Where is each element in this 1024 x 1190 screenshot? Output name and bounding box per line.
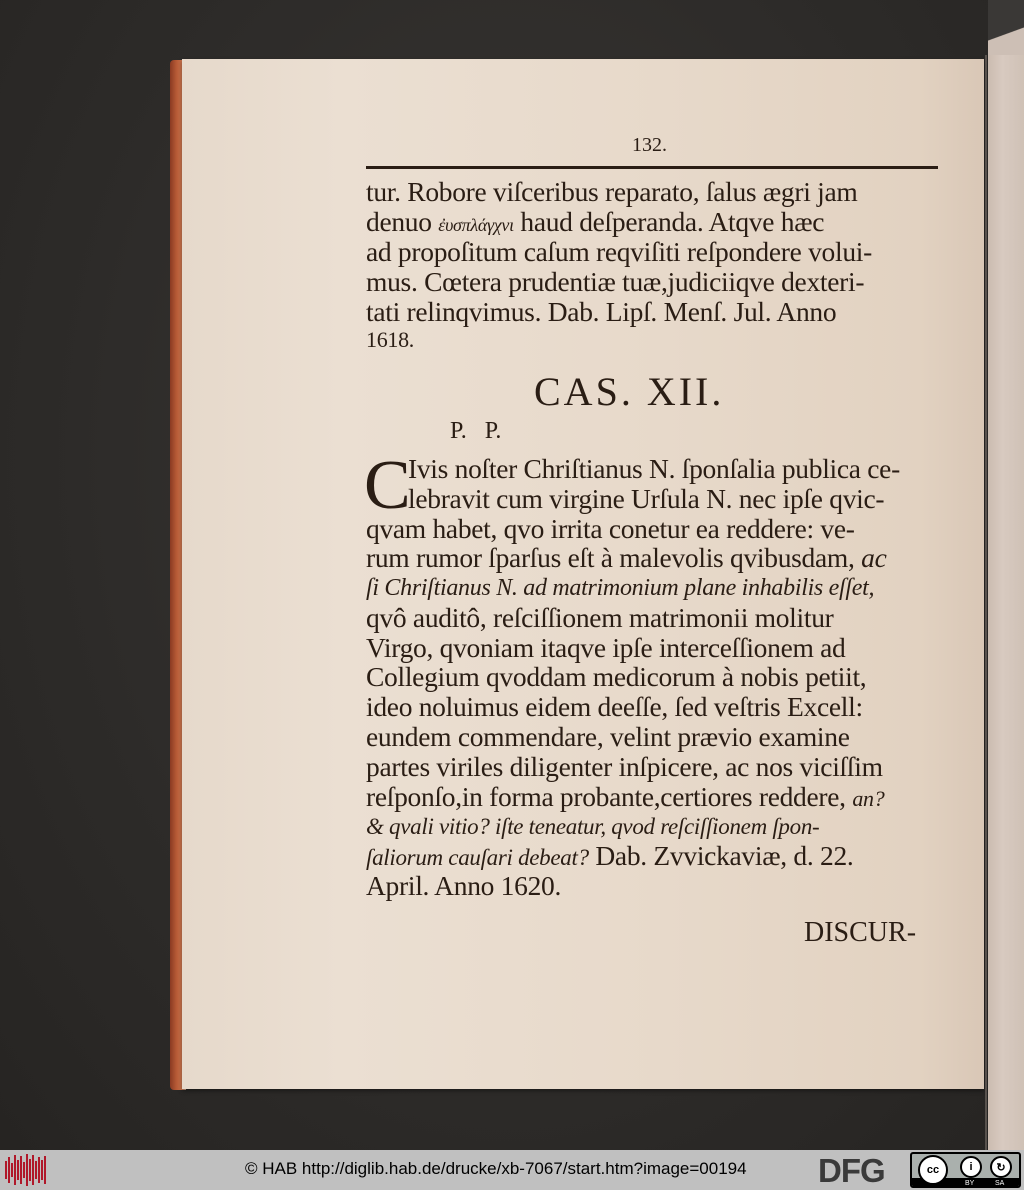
text-fragment-italic: an? [852,786,885,811]
text-fragment: denuo [366,206,432,237]
text-line: Collegium qvoddam medicorum à nobis petiit, [366,661,867,692]
text-line-italic: ſi Chriſtianus N. ad matrimonium plane inhabilis eſſet, [366,575,875,601]
text-fragment: Dab. Zvvickaviæ, d. 22. [595,840,854,871]
gutter-line [985,55,987,1150]
text-line [366,841,853,873]
greek-word: ἐυσπλάγχνι [438,215,514,235]
text-line: eundem commendare, velint prævio examine [366,721,850,752]
text-line: qvam habet, qvo irrita conetur ea reddere: ve- [366,513,855,544]
hab-logo-icon[interactable] [5,1154,47,1186]
footer-bar [0,1150,1024,1190]
text-line: qvô auditô, reſciſſionem matrimonii molitur [366,602,834,633]
text-line: Ivis noſter Chriſtianus N. ſponſalia publica ce- [408,453,900,484]
catchword: DISCUR- [804,917,917,948]
text-line: April. Anno 1620. [366,870,562,901]
text-line-italic: & qvali vitio? iſte teneatur, qvod reſciſſionem ſpon- [366,814,820,839]
next-page-corner [988,0,1024,60]
text-fragment-italic: ac [861,542,887,573]
cc-license-badge[interactable] [910,1152,1021,1188]
header-rule [366,166,938,169]
text-fragment: haud deſperanda. Atqve hæc [520,206,825,237]
share-alike-icon: ↻ [990,1156,1012,1178]
text-fragment-italic: ſaliorum cauſari debeat? [366,845,589,870]
copyright-link[interactable]: © HAB http://diglib.hab.de/drucke/xb-7067/start.htm?image=00194 [245,1159,747,1178]
next-page-edge [988,55,1024,1150]
text-line [366,543,887,573]
drop-cap: C [364,447,411,524]
cc-icon: cc [918,1155,948,1185]
text-line: tur. Robore viſceribus reparato, ſalus ægri jam [366,176,858,207]
case-heading: CAS. XII. [534,369,725,414]
text-line: partes viriles diligenter inſpicere, ac nos viciſſim [366,751,883,782]
text-line [366,782,884,814]
sa-label: SA [995,1180,1005,1187]
page-number: 132. [632,134,667,156]
text-line: ad propoſitum caſum reqviſiti reſpondere volui- [366,236,872,267]
text-fragment: reſponſo,in forma probante,certiores reddere, [366,781,846,812]
text-line: Virgo, qvoniam itaqve ipſe interceſſionem ad [366,632,846,663]
attribution-icon: i [960,1156,982,1178]
text-line: lebravit cum virgine Urſula N. nec ipſe qvic- [408,483,885,514]
text-line: mus. Cœtera prudentiæ tuæ,judiciiqve dexteri- [366,266,865,297]
text-line: ideo noluimus eidem deeſſe, ſed veſtris Excell: [366,691,863,722]
text-line: tati relinqvimus. Dab. Lipſ. Menſ. Jul. Anno [366,296,837,327]
text-line: 1618. [366,327,415,352]
salutation: P. P. [450,418,502,444]
text-fragment: rum rumor ſparſus eſt à malevolis qvibusdam, [366,542,855,573]
by-label: BY [965,1180,975,1187]
dfg-logo[interactable]: DFG [818,1152,885,1189]
